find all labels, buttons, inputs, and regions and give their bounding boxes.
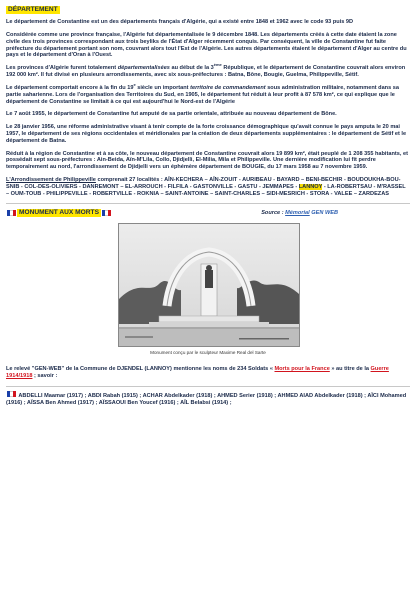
monument-photo-container (118, 223, 298, 356)
french-flag-icon (102, 210, 111, 216)
paragraph-1955: Le 7 août 1955, le département de Constantine fut amputé de sa partie orientale, attribuée au nouveau département de Bône. (6, 111, 337, 118)
paragraph-philippeville (6, 177, 410, 197)
localities-b: - LA-ROBERTSAU - M'RASSEL – OUM-TOUB - PHILIPPEVILLE - ROBERTVILLE - ROKNIA – SAINT-ANTOINE – SAINT-CHARLES – SIDI-MESRICH - STORA - VALEE – ZARDEZAS (6, 183, 406, 197)
source-label: Source : (261, 209, 286, 216)
p4-text-c: sous administration militaire, notamment dans sa partie saharienne. Lors de l'organisation des Territoires du Sud, en 1905, le département fut réduit à leur profit à 87 578 km², ce qui explique que le département de Constantine se limitait à ce qui est aujourd'hui le Nord-est de l'Algérie (6, 84, 399, 105)
paragraph-1956: Le 28 janvier 1956, une réforme administrative visant à tenir compte de la forte croissance démographique qu'avait connue le pays amputa le 20 mai 1957, le département de ses régions occidentales et méridionales par la création de deux départements supplémentaires : le département de Sétif et le département de Batna. (6, 124, 407, 144)
intro-text-2: puis (331, 19, 346, 26)
releve-text-b: » au titre de la (329, 366, 371, 373)
department-heading (6, 6, 410, 14)
p4-sup: e (133, 82, 136, 88)
genweb-link[interactable]: GEN WEB (311, 209, 338, 216)
releve-text-a: Le relevé "GEN-WEB" de la Commune de DJENDEL (LANNOY) mentionne les noms de 234 Soldats « (6, 366, 275, 373)
paragraph-territoire (6, 82, 410, 105)
french-flag-icon (7, 391, 16, 397)
p4-text-b: siècle un important (135, 84, 191, 91)
monument-header (6, 208, 410, 217)
p3-text-c: République, et le département de Constantine couvrait alors environ 192 000 km². Il fut divisé en plusieurs arrondissements, avec six sous-préfectures : Batna, Bône, Bougie, Guelma, Philippeville, Sétif. (6, 65, 406, 79)
names-list: ABDELLI Maamar (1917) ; ABDI Rabah (1915) ; ACHAR Abdelkader (1918) ; AHMED Serier (1918) ; AHMED AIAD Abdelkader (1918) ; AÏCI Mohamed (1916) ; AÏSSA Ben Ahmed (1917) ; AÏSSAOUI Ben Youcef (1916) ; AÏL Belabsi (1914) ; (6, 392, 407, 406)
photo-caption: Monument conçu par le sculpteur Maxime Real del Sarte (150, 350, 266, 356)
intro-paragraph (6, 19, 410, 26)
paragraph-provinces (6, 62, 410, 79)
intro-text: Le département de Constantine est un des départements français d'Algérie, qui a existé entre 1848 et 1962 avec le code (6, 19, 326, 26)
p3-italic: départementalisées (117, 65, 170, 72)
p4-italic: territoire de commandement (190, 84, 266, 91)
separator (6, 203, 410, 204)
morts-pour-la-france-link[interactable]: Morts pour la France (274, 366, 330, 373)
code-93: 93 (325, 19, 332, 26)
memorial-link[interactable]: Mémorial (285, 209, 310, 216)
section-title: DÉPARTEMENT (8, 6, 58, 13)
page (6, 6, 410, 412)
p3-text-b: au début de la 3 (169, 65, 214, 72)
separator-2 (6, 386, 410, 387)
p4-text-a: Le département comportait encore à la fin du 19 (6, 84, 134, 91)
localities-a: comprenait 27 localités : AÏN-KECHERA – AÏN-ZOUIT - AURIBEAU - BAYARD – BENI-BECHIR - BOUDOUKHA-BOU-SNIB - COL-DES-OLIVIERS - DANREMONT – EL-ARROUCH - FILFILA - GASTONVILLE - GASTU - JEMMAPES - (6, 177, 401, 190)
lannoy-highlight: LANNOY (298, 183, 323, 190)
arrondissement-title: L'Arrondissement de Philippeville (6, 177, 96, 184)
p3-text-a: Les provinces d'Algérie furent totalement (6, 65, 118, 72)
monument-photo (118, 223, 300, 347)
code-9d: 9D (345, 19, 354, 26)
monument-title: MONUMENT AUX MORTS (19, 208, 99, 216)
guerre-1914-1918-link[interactable]: Guerre 1914/1918 (6, 366, 389, 379)
soldier-names (6, 391, 410, 407)
source-line (261, 210, 338, 217)
p3-sup: ème (213, 62, 222, 68)
releve-text-c: ; savoir : (32, 372, 58, 379)
french-flag-icon (7, 210, 16, 216)
paragraph-reduction: Réduit à la région de Constantine et à sa côte, le nouveau département de Constantine couvrait alors 19 899 km², était peuplé de 1 208 355 habitants, et possédait sept sous-préfectures : Ain-Beida, Aïn-M'Lila, Collo, Djidjelli, El-Milia, Mila et Philippeville. Une dernière modification lui fit perdre temporairement au nord, l'arrondissement de Djidjelli vers un éphémère département de BOUGIE, du 17 mars 1958 au 7 novembre 1959. (6, 150, 408, 171)
releve-paragraph (6, 366, 410, 380)
paragraph-1848: Considérée comme une province française, l'Algérie fut départementalisée le 9 décembre 1848. Les départements créés à cette date étaient la zone civile des trois provinces correspondant aux trois beyliks de l'État d'Alger récemment conquis. Par conséquent, la ville de Constantine fut faite préfecture du département portant son nom, couvrant alors tout l'Est de l'Algérie. Les autres départements étaient le département d'Alger au centre du pays et le département d'Oran à l'Ouest. (6, 32, 407, 59)
